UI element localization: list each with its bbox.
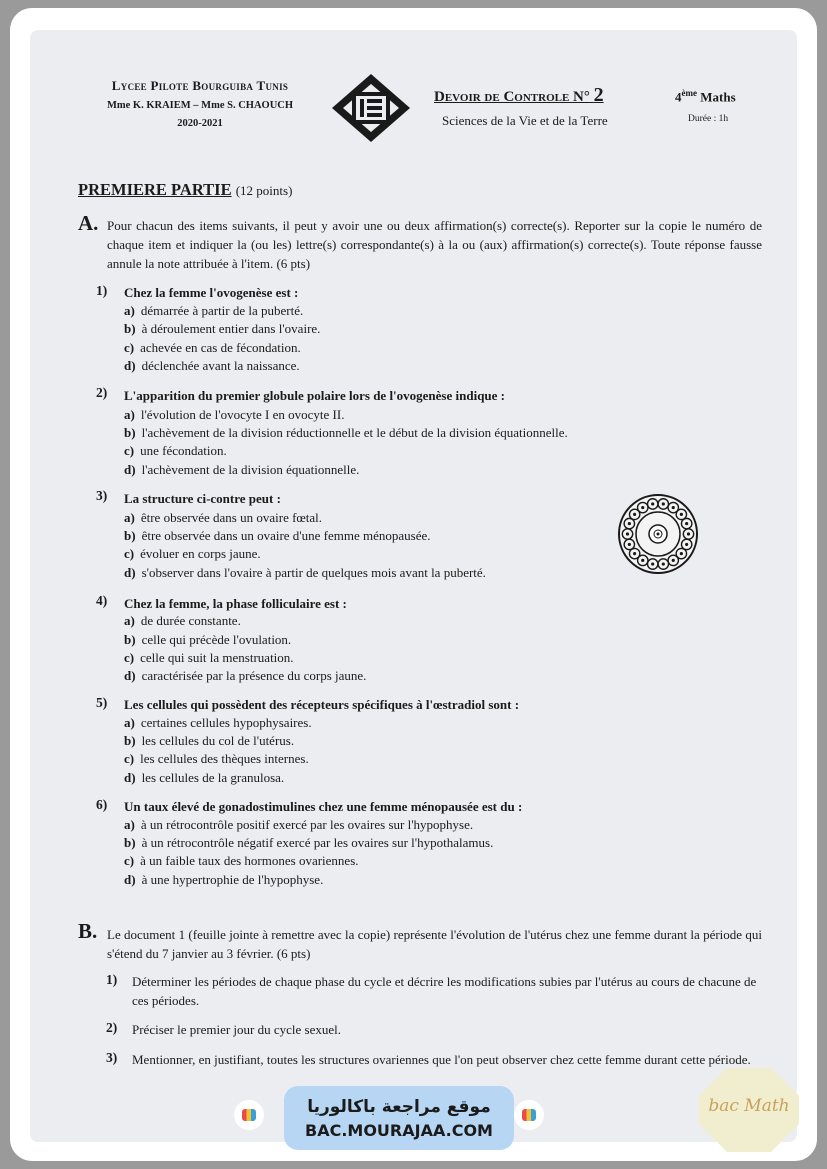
class-label [675,88,736,105]
follicle-cell-nucleus [626,532,629,535]
item-6-title: Un taux élevé de gonadostimulines chez une femme ménopausée est du : [124,799,523,814]
follicle-cell-nucleus [633,513,636,516]
b-question-3-number: 3) [106,1050,118,1065]
item-1-number: 1) [96,283,108,298]
follicle-cell-nucleus [685,543,688,546]
follicle-cell-nucleus [687,532,690,535]
item-1-option-a: a) démarrée à partir de la puberté. [124,303,304,318]
school-logo-icon [330,72,412,144]
exam-duration: Durée : 1h [688,114,729,124]
item-6-option-c: c) à un faible taux des hormones ovariennes. [124,853,359,868]
school-name: Lycee Pilote Bourguiba Tunis [111,78,289,93]
item-4-option-a: a) de durée constante. [124,613,241,628]
b-question-2-text: Préciser le premier jour du cycle sexuel. [132,1022,341,1037]
item-3-option-b: b) être observée dans un ovaire d'une femme ménopausée. [124,528,431,543]
follicle-cell-nucleus [662,502,665,505]
item-1-option-d: d) déclenchée avant la naissance. [124,358,300,373]
item-5-option-c: c) les cellules des thèques internes. [124,751,309,766]
follicle-cell-nucleus [672,506,675,509]
follicle-cell-nucleus [680,513,683,516]
b-question-3-text: Mentionner, en justifiant, toutes les structures ovariennes que l'on peut observer chez cette femme durant cette période. [132,1052,751,1067]
section-b-intro: Le document 1 (feuille jointe à remettre avec la copie) représente l'évolution de l'utérus chez une femme durant la période qui s'étend du 7 janvier au 3 février. (6 pts) [107,927,762,961]
follicle-cell-nucleus [672,559,675,562]
follicle-cell-nucleus [651,562,654,565]
item-2-option-a: a) l'évolution de l'ovocyte I en ovocyte II. [124,407,345,422]
school-year: 2020-2021 [177,118,223,129]
item-6-number: 6) [96,797,108,812]
item-5-number: 5) [96,695,108,710]
follicle-cell-nucleus [641,559,644,562]
class-level: 4 [675,89,682,105]
item-4-option-c: c) celle qui suit la menstruation. [124,650,294,665]
item-3-number: 3) [96,488,108,503]
header-school-block [70,78,330,129]
follicle-cell-nucleus [680,552,683,555]
follicle-cell-nucleus [641,506,644,509]
item-3-option-a: a) être observée dans un ovaire fœtal. [124,510,323,525]
watermark-badge-left-icon [234,1100,264,1130]
item-4-option-b: b) celle qui précède l'ovulation. [124,632,292,647]
item-1-option-b: b) à déroulement entier dans l'ovaire. [124,321,321,336]
item-6-option-b: b) à un rétrocontrôle négatif exercé par les ovaires sur l'hypothalamus. [124,835,494,850]
item-1-option-c: c) achevée en cas de fécondation. [124,340,301,355]
item-4-title: Chez la femme, la phase folliculaire est : [124,596,347,611]
exam-subject: Sciences de la Vie et de la Terre [442,113,608,128]
item-3-option-d: d) s'observer dans l'ovaire à partir de quelques mois avant la puberté. [124,565,486,580]
part-heading [78,180,292,200]
item-2-option-b: b) l'achèvement de la division réductionnelle et le début de la division équationnelle. [124,425,568,440]
class-name: Maths [700,89,736,105]
watermark-arabic: موقع مراجعة باكالوريا [307,1097,491,1117]
b-question-1-text: Déterminer les périodes de chaque phase du cycle et décrire les modifications subies par l'utérus au cours de chacune de ces périodes. [132,974,757,1008]
watermark-badge-right-icon [514,1100,544,1130]
follicle-cell-nucleus [651,502,654,505]
item-2-title: L'apparition du premier globule polaire lors de l'ovogenèse indique : [124,388,506,403]
teachers-names: Mme K. KRAIEM – Mme S. CHAOUCH [106,100,294,111]
item-2-option-c: c) une fécondation. [124,443,227,458]
part-title: PREMIERE PARTIE [78,180,232,199]
section-a-instructions: Pour chacun des items suivants, il peut y avoir une ou deux affirmation(s) correcte(s). Reporter sur la copie le numéro de chaque item et indiquer la (ou les) lettre(s) correspondante(s) à la ou (aux) affirmation(s) correcte(s). Toute réponse fausse annule la note attribuée à l'item. (6 pts) [107,218,762,271]
follicle-cell-nucleus [628,543,631,546]
item-2-number: 2) [96,385,108,400]
item-5-option-d: d) les cellules de la granulosa. [124,770,285,785]
item-3-option-c: c) évoluer en corps jaune. [124,546,261,561]
item-5-title: Les cellules qui possèdent des récepteurs spécifiques à l'œstradiol sont : [124,697,520,712]
item-4-option-d: d) caractérisée par la présence du corps jaune. [124,668,367,683]
b-question-1-number: 1) [106,972,118,987]
follicle-cell-nucleus [633,552,636,555]
item-5-option-a: a) certaines cellules hypophysaires. [124,715,312,730]
bacmath-text: bac Math [708,1096,790,1116]
follicle-cell-nucleus [685,522,688,525]
exam-number: 2 [593,84,604,106]
item-6-option-a: a) à un rétrocontrôle positif exercé par les ovaires sur l'hypophyse. [124,817,474,832]
item-6-option-d: d) à une hypertrophie de l'hypophyse. [124,872,324,887]
follicle-cell-nucleus [662,562,665,565]
item-4-number: 4) [96,593,108,608]
watermark-banner[interactable] [284,1086,514,1150]
section-a-letter: A. [78,211,99,235]
item-5-option-b: b) les cellules du col de l'utérus. [124,733,295,748]
b-question-2-number: 2) [106,1020,118,1035]
class-suffix: ème [681,88,697,98]
watermark-url[interactable]: BAC.MOURAJAA.COM [305,1121,493,1140]
item-3-title: La structure ci-contre peut : [124,491,281,506]
exam-title [434,84,604,107]
exam-title-text: Devoir de Controle N° [434,89,590,105]
part-points: (12 points) [235,183,293,198]
follicle-cell-nucleus [628,522,631,525]
follicle-drawing-icon [616,492,700,576]
section-b-letter: B. [78,919,98,943]
item-1-title: Chez la femme l'ovogenèse est : [124,285,299,300]
item-2-option-d: d) l'achèvement de la division équationnelle. [124,462,360,477]
bacmath-logo [697,1066,801,1154]
